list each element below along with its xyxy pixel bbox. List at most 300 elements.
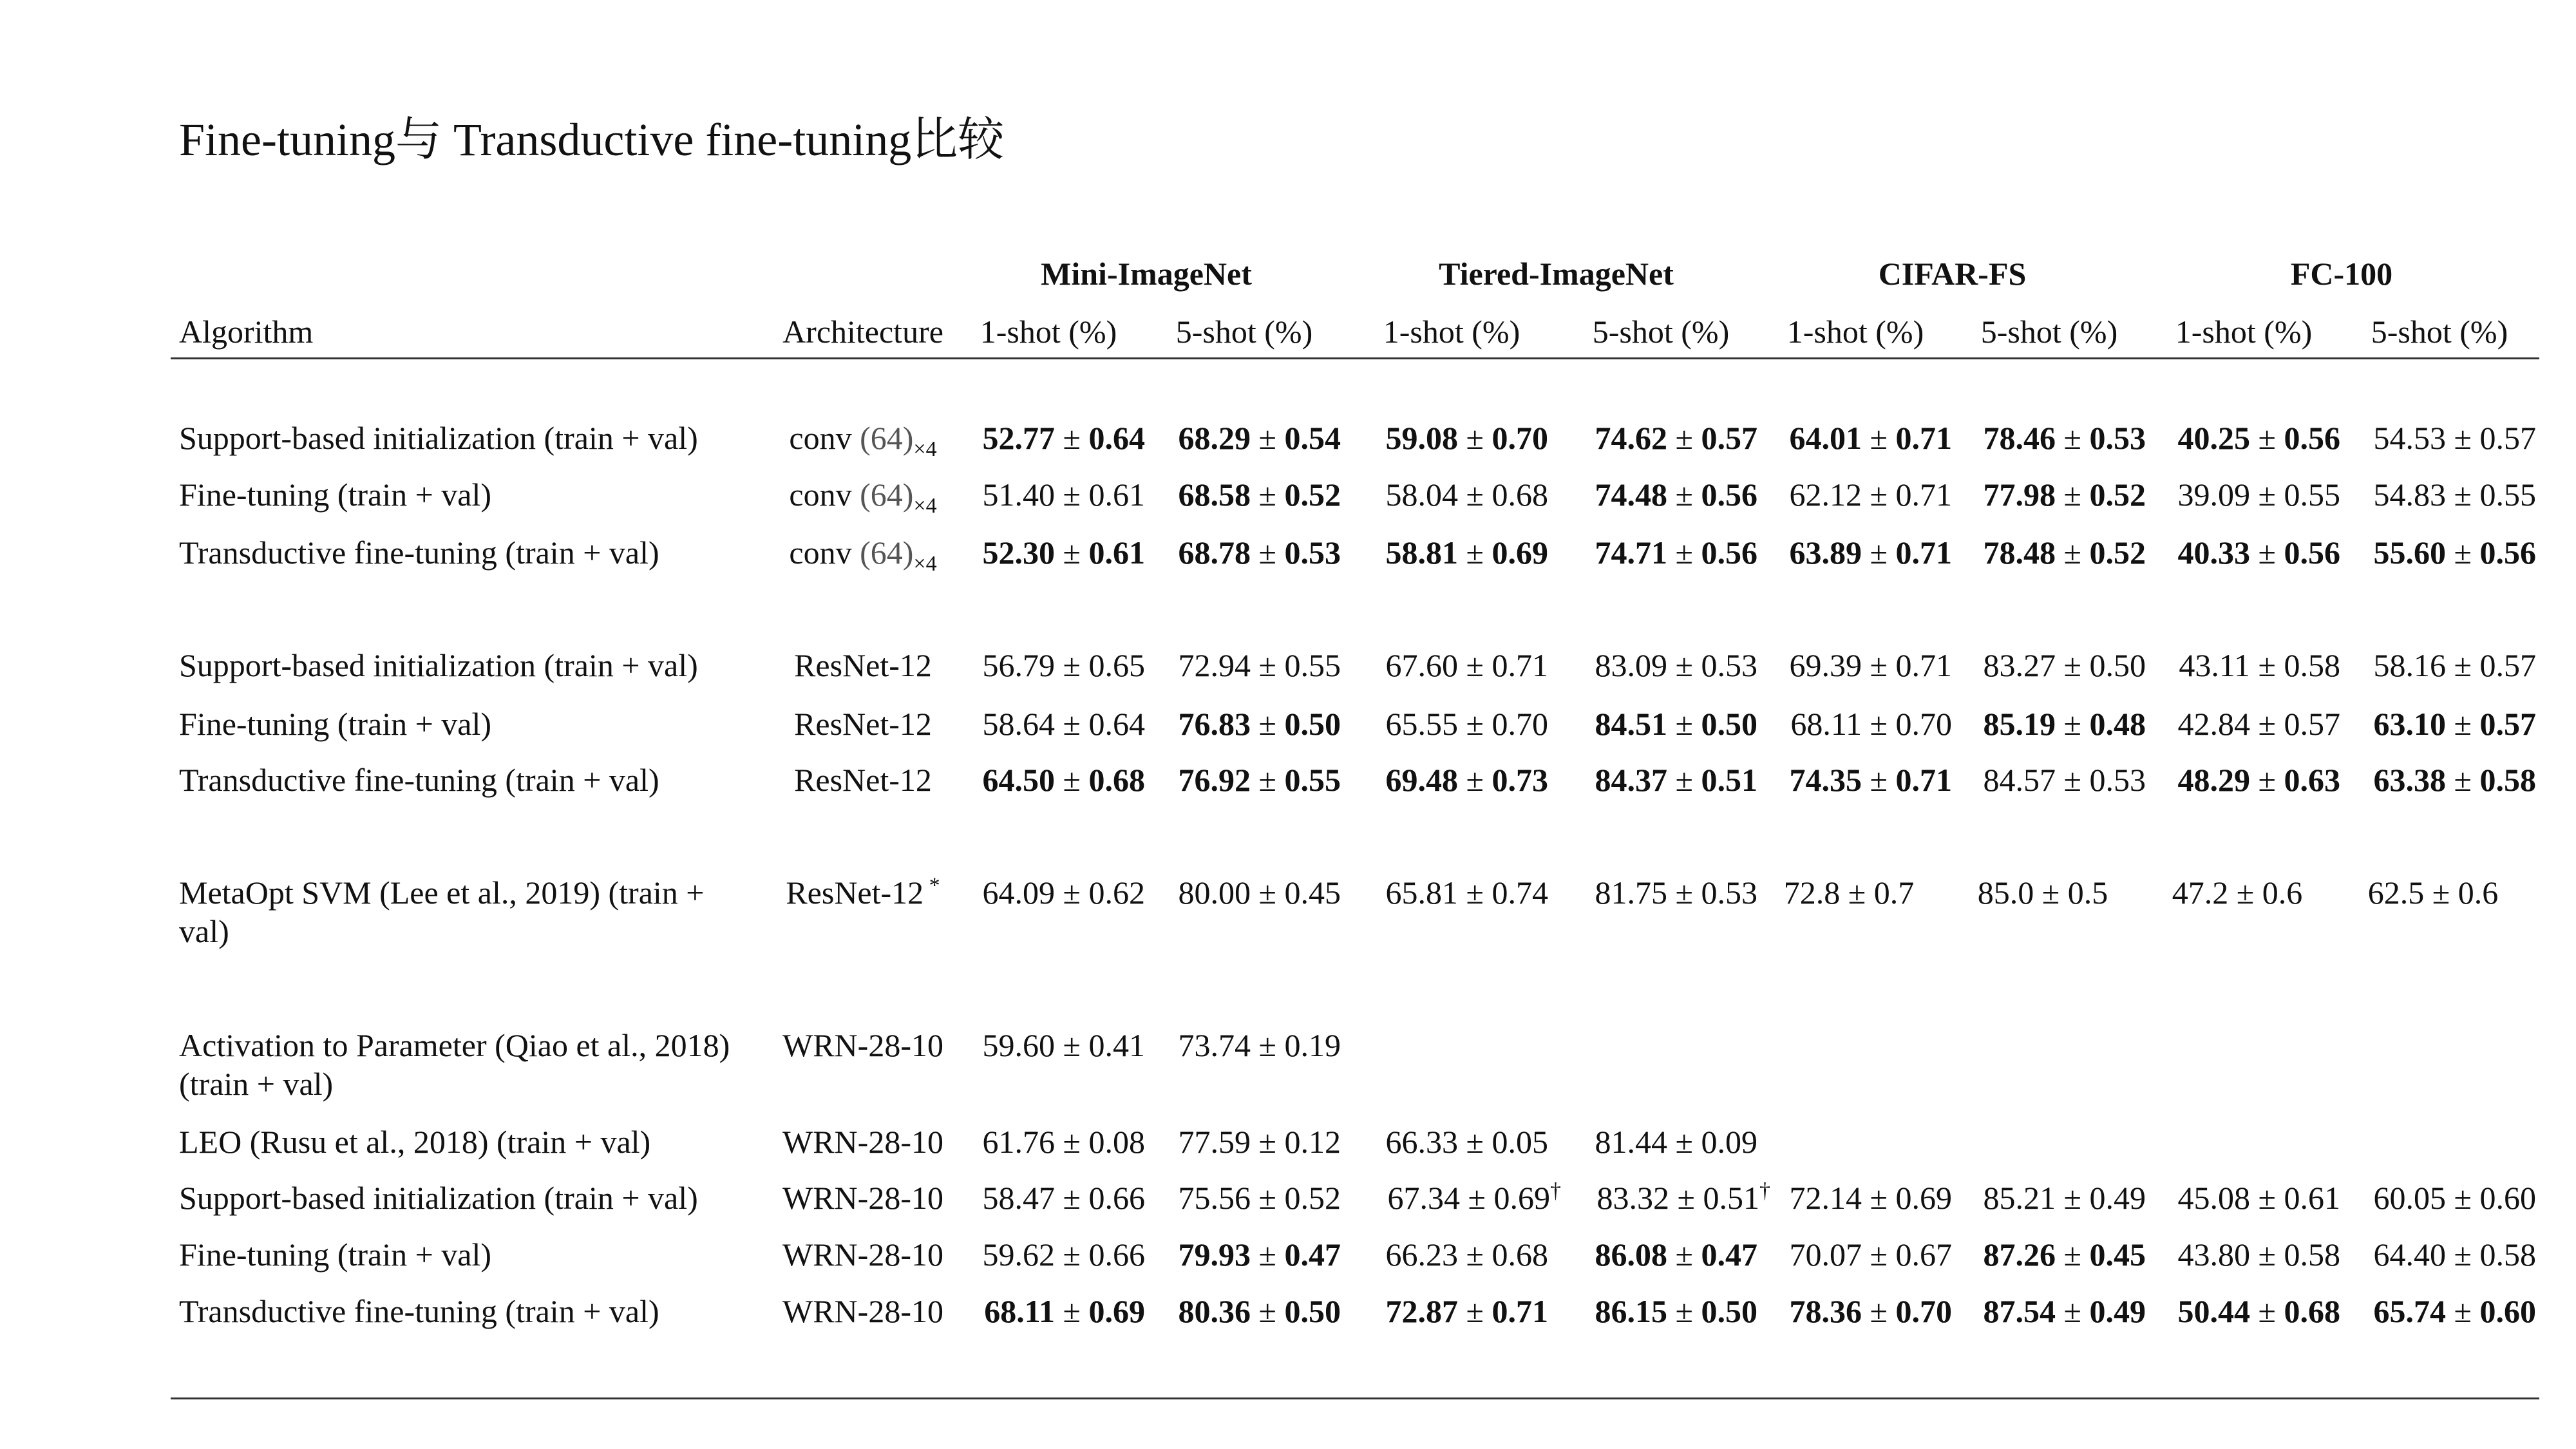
- column-header: 5-shot (%): [1175, 314, 1313, 350]
- architecture-cell: [766, 705, 960, 743]
- accuracy-ci: 0.45: [2089, 1236, 2146, 1273]
- accuracy-ci: 0.63: [2284, 762, 2340, 798]
- plus-minus-sign: ±: [1862, 1236, 1896, 1273]
- accuracy-ci: 0.49: [2089, 1293, 2146, 1329]
- accuracy-cell: [2128, 1179, 2340, 1217]
- accuracy-ci: 0.19: [1284, 1027, 1341, 1063]
- accuracy-cell: [1933, 475, 2146, 514]
- column-header: 1-shot (%): [1786, 314, 1924, 350]
- accuracy-ci: 0.56: [2284, 420, 2340, 456]
- accuracy-ci: 0.58: [2284, 1236, 2340, 1273]
- accuracy-cell: [1933, 533, 2146, 572]
- accuracy-ci: 0.41: [1088, 1027, 1145, 1063]
- accuracy-mean: 84.57: [1983, 762, 2056, 798]
- accuracy-cell: [2336, 873, 2530, 912]
- accuracy-cell: [1128, 475, 1341, 514]
- plus-minus-sign: ±: [2056, 420, 2090, 456]
- accuracy-ci: 0.68: [1492, 1236, 1548, 1273]
- plus-minus-sign: ±: [1251, 1293, 1285, 1329]
- accuracy-mean: 39.09: [2177, 477, 2251, 513]
- accuracy-ci: 0.52: [1284, 477, 1341, 513]
- algorithm-name: Fine-tuning (train + val): [179, 706, 492, 742]
- architecture-cell: [766, 533, 960, 576]
- accuracy-mean: 42.84: [2177, 706, 2251, 742]
- plus-minus-sign: ±: [1055, 477, 1089, 513]
- accuracy-ci: 0.6: [2458, 875, 2499, 911]
- accuracy-mean: 62.5: [2367, 875, 2425, 911]
- accuracy-ci: 0.66: [1088, 1180, 1145, 1216]
- accuracy-ci: 0.56: [1701, 477, 1757, 513]
- plus-minus-sign: ±: [1862, 477, 1896, 513]
- accuracy-cell: [1933, 419, 2146, 457]
- accuracy-mean: 40.33: [2177, 535, 2251, 571]
- dagger-mark: †: [1550, 1179, 1561, 1203]
- algorithm-name: Activation to Parameter (Qiao et al., 2018): [179, 1027, 730, 1063]
- plus-minus-sign: ±: [2056, 535, 2090, 571]
- dataset-group-header: Mini-ImageNet: [1041, 256, 1252, 292]
- plus-minus-sign: ±: [2446, 1293, 2480, 1329]
- accuracy-ci: 0.52: [2089, 535, 2146, 571]
- accuracy-cell: [1128, 1292, 1341, 1331]
- accuracy-ci: 0.54: [1284, 420, 1341, 456]
- plus-minus-sign: ±: [1458, 420, 1492, 456]
- plus-minus-sign: ±: [1458, 875, 1492, 911]
- accuracy-mean: 52.77: [982, 420, 1056, 456]
- architecture-cell: [766, 475, 960, 518]
- accuracy-ci: 0.7: [1873, 875, 1915, 911]
- architecture-name: WRN-28-10: [782, 1236, 943, 1273]
- accuracy-mean: 64.01: [1789, 420, 1862, 456]
- plus-minus-sign: ±: [1667, 1236, 1701, 1273]
- accuracy-mean: 74.48: [1595, 477, 1668, 513]
- plus-minus-sign: ±: [1055, 1180, 1089, 1216]
- accuracy-ci: 0.50: [1701, 706, 1757, 742]
- accuracy-ci: 0.5: [2067, 875, 2108, 911]
- accuracy-ci: 0.47: [1701, 1236, 1757, 1273]
- accuracy-mean: 58.04: [1385, 477, 1459, 513]
- accuracy-mean: 67.34: [1387, 1180, 1461, 1216]
- accuracy-ci: 0.61: [1088, 535, 1145, 571]
- accuracy-ci: 0.55: [1284, 647, 1341, 683]
- plus-minus-sign: ±: [1862, 535, 1896, 571]
- architecture-name: WRN-28-10: [782, 1124, 943, 1160]
- plus-minus-sign: ±: [2250, 1180, 2284, 1216]
- accuracy-mean: 64.50: [982, 762, 1056, 798]
- accuracy-cell: [1545, 761, 1757, 799]
- plus-minus-sign: ±: [2056, 706, 2090, 742]
- algorithm-name: Transductive fine-tuning (train + val): [179, 762, 659, 798]
- accuracy-cell: [1128, 533, 1341, 572]
- plus-minus-sign: ±: [1458, 535, 1492, 571]
- plus-minus-sign: ±: [1055, 1236, 1089, 1273]
- accuracy-mean: 68.11: [1790, 706, 1862, 742]
- accuracy-cell: [1545, 873, 1757, 912]
- accuracy-cell: [1545, 705, 1757, 743]
- plus-minus-sign: ±: [1840, 875, 1874, 911]
- accuracy-mean: 83.27: [1983, 647, 2056, 683]
- column-header: 5-shot (%): [1592, 314, 1730, 350]
- accuracy-mean: 72.94: [1178, 647, 1251, 683]
- accuracy-cell: [933, 533, 1145, 572]
- architecture-multiplier: ×4: [913, 437, 937, 461]
- accuracy-ci: 0.65: [1088, 647, 1145, 683]
- accuracy-mean: 58.64: [982, 706, 1056, 742]
- accuracy-cell: [1128, 761, 1341, 799]
- plus-minus-sign: ±: [2056, 1293, 2090, 1329]
- plus-minus-sign: ±: [1251, 1236, 1285, 1273]
- plus-minus-sign: ±: [1862, 420, 1896, 456]
- accuracy-ci: 0.56: [1701, 535, 1757, 571]
- plus-minus-sign: ±: [2446, 647, 2480, 683]
- accuracy-cell: [1128, 1026, 1341, 1065]
- architecture-cell: [766, 761, 960, 799]
- accuracy-mean: 87.26: [1983, 1236, 2056, 1273]
- accuracy-ci: 0.68: [2284, 1293, 2340, 1329]
- architecture-cell: [766, 873, 960, 912]
- accuracy-ci: 0.47: [1284, 1236, 1341, 1273]
- plus-minus-sign: ±: [1667, 477, 1701, 513]
- column-header: 1-shot (%): [2175, 314, 2313, 350]
- accuracy-mean: 81.44: [1595, 1124, 1668, 1160]
- accuracy-ci: 0.57: [1701, 420, 1757, 456]
- accuracy-cell: [1545, 1235, 1757, 1274]
- accuracy-cell: [2128, 761, 2340, 799]
- accuracy-ci: 0.71: [1895, 420, 1952, 456]
- accuracy-mean: 68.29: [1178, 420, 1251, 456]
- accuracy-mean: 52.30: [982, 535, 1056, 571]
- accuracy-mean: 63.89: [1789, 535, 1862, 571]
- architecture-cell: [766, 1122, 960, 1161]
- plus-minus-sign: ±: [1667, 647, 1701, 683]
- plus-minus-sign: ±: [2446, 535, 2480, 571]
- plus-minus-sign: ±: [1667, 762, 1701, 798]
- architecture-name: conv: [789, 420, 860, 456]
- accuracy-mean: 68.58: [1178, 477, 1251, 513]
- plus-minus-sign: ±: [2446, 762, 2480, 798]
- column-header: Architecture: [782, 314, 943, 350]
- accuracy-ci: 0.08: [1088, 1124, 1145, 1160]
- accuracy-cell: [1545, 1292, 1757, 1331]
- accuracy-cell: [2324, 475, 2536, 514]
- plus-minus-sign: ±: [1669, 1180, 1703, 1216]
- plus-minus-sign: ±: [1862, 762, 1896, 798]
- bottom-rule: [171, 1397, 2539, 1399]
- accuracy-ci: 0.48: [2089, 706, 2146, 742]
- accuracy-cell: [933, 1292, 1145, 1331]
- architecture-multiplier: ×4: [913, 552, 937, 576]
- architecture-name: ResNet-12: [794, 647, 932, 683]
- accuracy-mean: 64.40: [2373, 1236, 2447, 1273]
- plus-minus-sign: ±: [1667, 535, 1701, 571]
- accuracy-cell: [1336, 419, 1548, 457]
- accuracy-cell: [1128, 1179, 1341, 1217]
- header-rule: [171, 357, 2539, 359]
- accuracy-ci: 0.56: [2479, 535, 2536, 571]
- plus-minus-sign: ±: [1458, 1124, 1492, 1160]
- accuracy-ci: 0.71: [1895, 647, 1952, 683]
- plus-minus-sign: ±: [1251, 420, 1285, 456]
- plus-minus-sign: ±: [1862, 1293, 1896, 1329]
- accuracy-cell: [1545, 646, 1757, 685]
- accuracy-ci: 0.57: [2284, 706, 2340, 742]
- plus-minus-sign: ±: [2056, 1180, 2090, 1216]
- accuracy-ci: 0.71: [1895, 535, 1952, 571]
- architecture-name: conv: [789, 477, 860, 513]
- architecture-name: WRN-28-10: [782, 1027, 943, 1063]
- accuracy-mean: 47.2: [2172, 875, 2229, 911]
- slide-title: Fine-tuning与 Transductive fine-tuning比较: [179, 114, 1005, 166]
- accuracy-cell: [1128, 705, 1341, 743]
- accuracy-ci: 0.69: [1492, 535, 1548, 571]
- accuracy-mean: 67.60: [1385, 647, 1459, 683]
- algorithm-name: Transductive fine-tuning (train + val): [179, 1293, 659, 1329]
- accuracy-ci: 0.60: [2479, 1180, 2536, 1216]
- accuracy-mean: 54.53: [2373, 420, 2447, 456]
- plus-minus-sign: ±: [1458, 706, 1492, 742]
- plus-minus-sign: ±: [2446, 477, 2480, 513]
- accuracy-ci: 0.71: [1895, 477, 1952, 513]
- accuracy-mean: 81.75: [1595, 875, 1668, 911]
- plus-minus-sign: ±: [1251, 647, 1285, 683]
- plus-minus-sign: ±: [1458, 762, 1492, 798]
- accuracy-mean: 43.11: [2179, 647, 2251, 683]
- accuracy-mean: 58.47: [982, 1180, 1056, 1216]
- accuracy-cell: [2324, 419, 2536, 457]
- accuracy-cell: [933, 475, 1145, 514]
- accuracy-cell: [2324, 705, 2536, 743]
- plus-minus-sign: ±: [2446, 1180, 2480, 1216]
- plus-minus-sign: ±: [1862, 1180, 1896, 1216]
- accuracy-cell: [1349, 1179, 1561, 1217]
- accuracy-cell: [1545, 1122, 1757, 1161]
- accuracy-mean: 86.15: [1595, 1293, 1668, 1329]
- accuracy-cell: [1336, 1235, 1548, 1274]
- accuracy-ci: 0.50: [1701, 1293, 1757, 1329]
- accuracy-ci: 0.64: [1088, 420, 1145, 456]
- accuracy-mean: 76.92: [1178, 762, 1251, 798]
- plus-minus-sign: ±: [2056, 762, 2090, 798]
- accuracy-ci: 0.61: [2284, 1180, 2340, 1216]
- architecture-name: WRN-28-10: [782, 1180, 943, 1216]
- accuracy-mean: 58.81: [1385, 535, 1459, 571]
- accuracy-ci: 0.70: [1895, 706, 1952, 742]
- accuracy-cell: [1739, 1292, 1952, 1331]
- accuracy-ci: 0.53: [2089, 762, 2146, 798]
- plus-minus-sign: ±: [2250, 535, 2284, 571]
- accuracy-cell: [1933, 1179, 2146, 1217]
- architecture-multiplier: ×4: [913, 494, 937, 518]
- accuracy-mean: 66.33: [1385, 1124, 1459, 1160]
- accuracy-ci: 0.61: [1088, 477, 1145, 513]
- accuracy-cell: [933, 1026, 1145, 1065]
- accuracy-cell: [1128, 1122, 1341, 1161]
- plus-minus-sign: ±: [2034, 875, 2068, 911]
- plus-minus-sign: ±: [1667, 1124, 1701, 1160]
- accuracy-ci: 0.68: [1088, 762, 1145, 798]
- accuracy-ci: 0.55: [2479, 477, 2536, 513]
- accuracy-ci: 0.6: [2262, 875, 2303, 911]
- accuracy-cell: [933, 419, 1145, 457]
- accuracy-mean: 63.10: [2373, 706, 2447, 742]
- architecture-cell: [766, 646, 960, 685]
- plus-minus-sign: ±: [1667, 1293, 1701, 1329]
- accuracy-mean: 58.16: [2373, 647, 2447, 683]
- accuracy-cell: [1128, 873, 1341, 912]
- accuracy-cell: [2141, 873, 2334, 912]
- column-header: 1-shot (%): [980, 314, 1117, 350]
- accuracy-ci: 0.49: [2089, 1180, 2146, 1216]
- accuracy-mean: 62.12: [1789, 477, 1862, 513]
- plus-minus-sign: ±: [1458, 1293, 1492, 1329]
- accuracy-cell: [2324, 646, 2536, 685]
- accuracy-mean: 77.98: [1983, 477, 2056, 513]
- accuracy-ci: 0.53: [1701, 647, 1757, 683]
- plus-minus-sign: ±: [1458, 1236, 1492, 1273]
- plus-minus-sign: ±: [1055, 706, 1089, 742]
- accuracy-mean: 76.83: [1178, 706, 1251, 742]
- accuracy-ci: 0.69: [1088, 1293, 1145, 1329]
- accuracy-cell: [933, 1179, 1145, 1217]
- accuracy-ci: 0.69: [1493, 1180, 1550, 1216]
- accuracy-mean: 48.29: [2177, 762, 2251, 798]
- accuracy-ci: 0.56: [2284, 535, 2340, 571]
- algorithm-name: Transductive fine-tuning (train + val): [179, 535, 659, 571]
- plus-minus-sign: ±: [1251, 1027, 1285, 1063]
- accuracy-ci: 0.67: [1895, 1236, 1952, 1273]
- accuracy-cell: [1336, 533, 1548, 572]
- accuracy-mean: 45.08: [2177, 1180, 2251, 1216]
- accuracy-cell: [2324, 1292, 2536, 1331]
- plus-minus-sign: ±: [1251, 706, 1285, 742]
- accuracy-cell: [933, 646, 1145, 685]
- accuracy-cell: [933, 761, 1145, 799]
- accuracy-mean: 83.32: [1596, 1180, 1670, 1216]
- accuracy-cell: [1336, 475, 1548, 514]
- accuracy-cell: [933, 873, 1145, 912]
- accuracy-cell: [1128, 646, 1341, 685]
- accuracy-mean: 80.36: [1178, 1293, 1251, 1329]
- accuracy-mean: 73.74: [1178, 1027, 1251, 1063]
- accuracy-mean: 75.56: [1178, 1180, 1251, 1216]
- plus-minus-sign: ±: [2250, 1293, 2284, 1329]
- plus-minus-sign: ±: [2250, 477, 2284, 513]
- accuracy-cell: [1933, 1235, 2146, 1274]
- accuracy-ci: 0.58: [2479, 762, 2536, 798]
- accuracy-cell: [1128, 419, 1341, 457]
- accuracy-mean: 69.48: [1385, 762, 1459, 798]
- accuracy-ci: 0.53: [1701, 875, 1757, 911]
- accuracy-cell: [933, 1235, 1145, 1274]
- plus-minus-sign: ±: [1055, 762, 1089, 798]
- accuracy-ci: 0.70: [1492, 706, 1548, 742]
- accuracy-mean: 74.35: [1789, 762, 1862, 798]
- accuracy-mean: 84.37: [1595, 762, 1668, 798]
- accuracy-mean: 78.46: [1983, 420, 2056, 456]
- accuracy-ci: 0.58: [2479, 1236, 2536, 1273]
- accuracy-ci: 0.69: [1895, 1180, 1952, 1216]
- accuracy-cell: [1545, 533, 1757, 572]
- plus-minus-sign: ±: [1251, 1124, 1285, 1160]
- accuracy-cell: [1933, 1292, 2146, 1331]
- plus-minus-sign: ±: [1251, 762, 1285, 798]
- accuracy-mean: 64.09: [982, 875, 1056, 911]
- accuracy-mean: 60.05: [2373, 1180, 2447, 1216]
- algorithm-name: Fine-tuning (train + val): [179, 477, 492, 513]
- accuracy-mean: 79.93: [1178, 1236, 1251, 1273]
- accuracy-cell: [2128, 1235, 2340, 1274]
- plus-minus-sign: ±: [1458, 647, 1492, 683]
- accuracy-cell: [1545, 475, 1757, 514]
- plus-minus-sign: ±: [2056, 647, 2090, 683]
- accuracy-cell: [2128, 705, 2340, 743]
- accuracy-cell: [1946, 873, 2139, 912]
- accuracy-cell: [1739, 705, 1952, 743]
- accuracy-mean: 59.62: [982, 1236, 1056, 1273]
- plus-minus-sign: ±: [2424, 875, 2458, 911]
- plus-minus-sign: ±: [1251, 477, 1285, 513]
- plus-minus-sign: ±: [1667, 706, 1701, 742]
- accuracy-mean: 86.08: [1595, 1236, 1668, 1273]
- accuracy-mean: 56.79: [982, 647, 1056, 683]
- accuracy-ci: 0.68: [1492, 477, 1548, 513]
- accuracy-ci: 0.55: [2284, 477, 2340, 513]
- accuracy-mean: 80.00: [1178, 875, 1251, 911]
- accuracy-cell: [2128, 533, 2340, 572]
- accuracy-mean: 74.62: [1595, 420, 1668, 456]
- accuracy-ci: 0.50: [2089, 647, 2146, 683]
- accuracy-ci: 0.12: [1284, 1124, 1341, 1160]
- accuracy-cell: [1558, 1179, 1770, 1217]
- accuracy-cell: [1933, 761, 2146, 799]
- architecture-name: ResNet-12: [786, 875, 924, 911]
- accuracy-mean: 70.07: [1789, 1236, 1862, 1273]
- accuracy-mean: 68.78: [1178, 535, 1251, 571]
- accuracy-ci: 0.71: [1492, 1293, 1548, 1329]
- accuracy-cell: [1933, 705, 2146, 743]
- accuracy-ci: 0.53: [1284, 535, 1341, 571]
- plus-minus-sign: ±: [1055, 535, 1089, 571]
- accuracy-mean: 51.40: [982, 477, 1056, 513]
- accuracy-cell: [933, 705, 1145, 743]
- accuracy-cell: [1336, 873, 1548, 912]
- architecture-name: conv: [789, 535, 860, 571]
- algorithm-name: LEO (Rusu et al., 2018) (train + val): [179, 1124, 651, 1160]
- accuracy-mean: 68.11: [984, 1293, 1056, 1329]
- plus-minus-sign: ±: [1460, 1180, 1494, 1216]
- accuracy-cell: [2324, 1235, 2536, 1274]
- accuracy-mean: 85.21: [1983, 1180, 2056, 1216]
- accuracy-mean: 72.87: [1385, 1293, 1459, 1329]
- accuracy-ci: 0.57: [2479, 647, 2536, 683]
- plus-minus-sign: ±: [1458, 477, 1492, 513]
- accuracy-mean: 85.0: [1977, 875, 2034, 911]
- accuracy-mean: 85.19: [1983, 706, 2056, 742]
- algorithm-name: val): [179, 913, 229, 949]
- column-header: 5-shot (%): [2371, 314, 2508, 350]
- accuracy-ci: 0.51: [1701, 762, 1757, 798]
- plus-minus-sign: ±: [2250, 1236, 2284, 1273]
- accuracy-ci: 0.70: [1492, 420, 1548, 456]
- accuracy-cell: [1336, 761, 1548, 799]
- accuracy-ci: 0.60: [2479, 1293, 2536, 1329]
- accuracy-mean: 59.08: [1385, 420, 1459, 456]
- accuracy-mean: 69.39: [1789, 647, 1862, 683]
- plus-minus-sign: ±: [1055, 420, 1089, 456]
- column-header: 1-shot (%): [1383, 314, 1520, 350]
- plus-minus-sign: ±: [1055, 1124, 1089, 1160]
- accuracy-ci: 0.71: [1492, 647, 1548, 683]
- plus-minus-sign: ±: [1251, 875, 1285, 911]
